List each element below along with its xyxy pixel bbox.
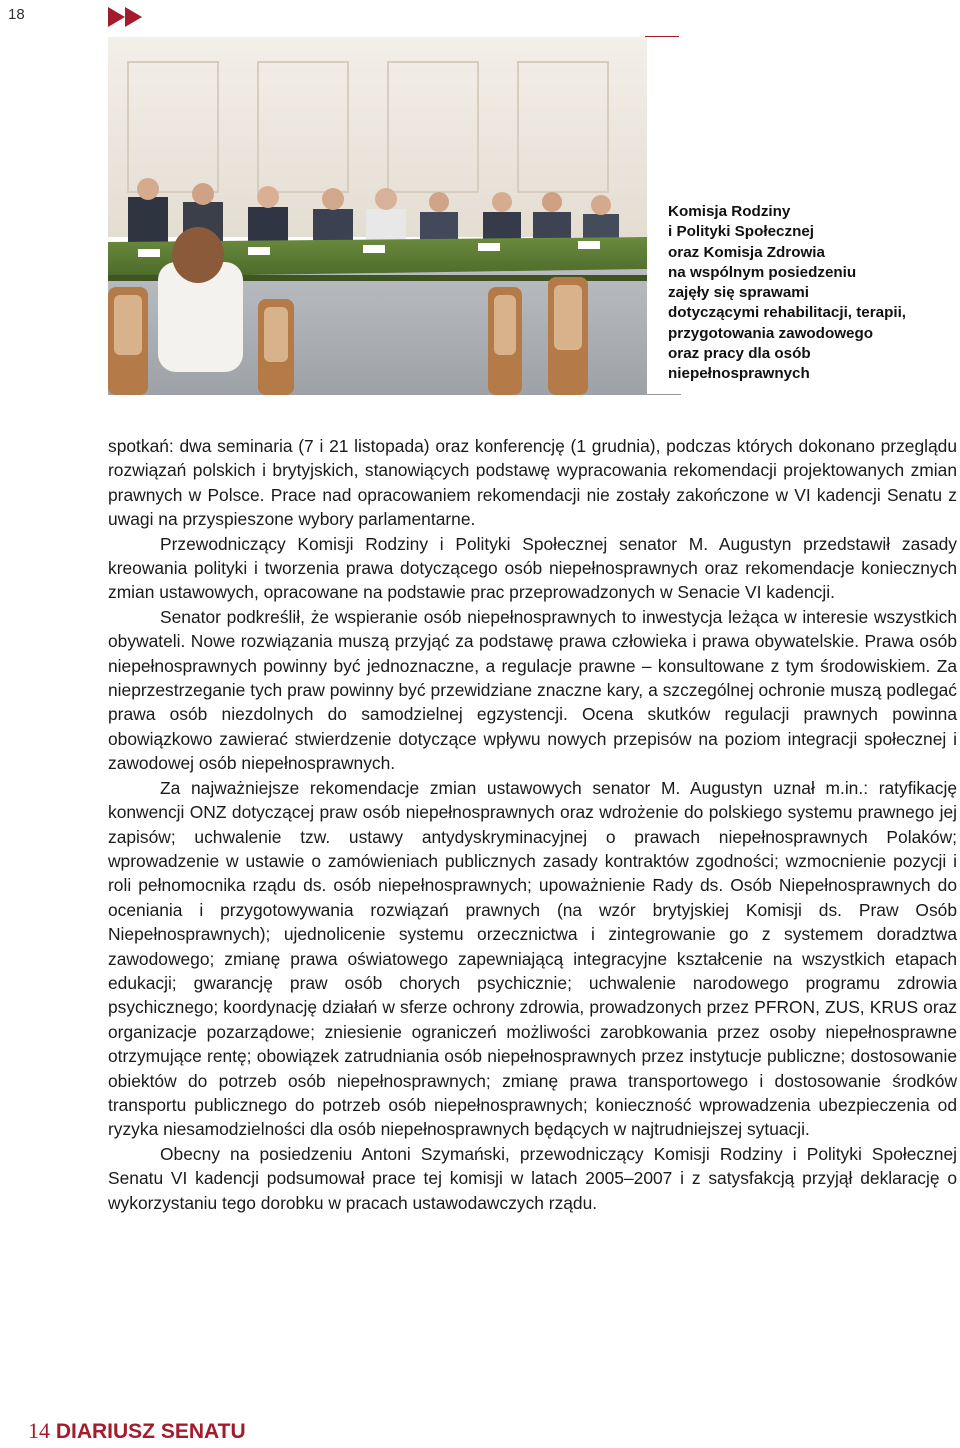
paragraph: Senator podkreślił, że wspieranie osób niepełnosprawnych to inwestycja leżąca w interesie wszystkich obywateli. Nowe rozwiązania muszą przyjąć za podstawę prawa człowieka i prawa obywatelskie. Prawa osób niepełnosprawnych powinny być jednoznaczne, a regulacje prawne – konsultowane z tym środowiskiem. Za nieprzestrzeganie tych praw powinny być przewidziane znaczne kary, a szczególnej ochronie muszą podlegać prawa osób niezdolnych do samodzielnej egzystencji. Ocena skutków regulacji prawnych powinna obowiązkowo zawierać stwierdzenie dotyczące wpływu nowych przepisów na poziom integracji społecznej i zawodowej osób niepełnosprawnych. bbox=[108, 606, 957, 774]
footer-page-number: 14 bbox=[28, 1418, 50, 1443]
caption-line: dotyczącymi rehabilitacji, terapii, bbox=[668, 304, 907, 322]
photo-caption bbox=[668, 202, 953, 385]
committee-meeting-photo bbox=[108, 37, 647, 395]
header-rule bbox=[645, 36, 679, 37]
paragraph: Przewodniczący Komisji Rodziny i Polityki Społecznej senator M. Augustyn przedstawił zasady kreowania polityki i tworzenia prawa dotyczącego osób niepełnosprawnych oraz rekomendacje koniecznych zmian ustawowych, opracowane na podstawie prac przeprowadzonych w Senacie VI kadencji. bbox=[108, 533, 957, 603]
paragraph: Za najważniejsze rekomendacje zmian ustawowych senator M. Augustyn uznał m.in.: ratyfikację konwencji ONZ dotyczącej praw osób niepełnosprawnych oraz wdrożenie do polskiego systemu prawnego jej zapisów; uchwalenie tzw. ustawy antydyskryminacyjnej o prawach niepełnosprawnych Polaków; wprowadzenie w ustawie o zamówieniach publicznych zasady kontraktów zgodności; wzmocnienie pozycji i roli pełnomocnika rządu ds. osób niepełnosprawnych; upoważnienie Rady ds. Osób Niepełnosprawnych do oceniania i przygotowywania rozwiązań prawnych (na wzór brytyjskiej Komisji ds. Praw Osób Niepełnosprawnych); ujednolicenie systemu orzecznictwa i zintegrowanie go z systemem doradztwa zawodowego; zmianę prawa oświatowego zapewniającą integracyjne kształcenie na wszystkich etapach edukacji; gwarancję praw osób chorych psychicznie; uchwalenie narodowego programu zdrowia psychicznego; koordynację działań w sferze ochrony zdrowia, prowadzonych przez PFRON, ZUS, KRUS oraz organizacje pozarządowe; zniesienie ograniczeń możliwości zarobkowania przez osoby niepełnosprawne otrzymujące rentę; obowiązek zatrudniania osób niepełnosprawnych przez instytucje publiczne; dostosowanie obiektów do potrzeb osób niepełnosprawnych; zmianę prawa transportowego i dostosowanie środków transportu publicznego do potrzeb osób niepełnosprawnych; konieczność wprowadzenia ubezpieczenia od ryzyka niesamodzielności dla osób niepełnosprawnych będących w najtrudniejszej sytuacji. bbox=[108, 777, 957, 1140]
article-body bbox=[108, 434, 957, 1215]
caption-line: i Polityki Społecznej bbox=[668, 223, 815, 241]
caption-line: niepełnosprawnych bbox=[668, 365, 810, 383]
footer-brand: DIARIUSZ SENATU bbox=[55, 1420, 246, 1443]
caption-line: Komisja Rodziny bbox=[668, 203, 791, 220]
caption-line: przygotowania zawodowego bbox=[668, 324, 874, 342]
double-arrow-right-icon bbox=[108, 6, 144, 33]
caption-line: oraz Komisja Zdrowia bbox=[668, 243, 825, 261]
paragraph: Obecny na posiedzeniu Antoni Szymański, przewodniczący Komisji Rodziny i Polityki Społecznej Senatu VI kadencji podsumował prace tej komisji w latach 2005–2007 i z satysfakcją przyjął deklarację o wykorzystaniu tego dorobku w pracach ustawodawczych rządu. bbox=[108, 1143, 957, 1213]
page-footer bbox=[28, 1418, 246, 1445]
page-number: 18 bbox=[8, 6, 25, 23]
caption-line: na wspólnym posiedzeniu bbox=[668, 263, 857, 281]
caption-line: oraz pracy dla osób bbox=[668, 345, 811, 363]
paragraph: spotkań: dwa seminaria (7 i 21 listopada) oraz konferencję (1 grudnia), podczas których dokonano przeglądu rozwiązań polskich i brytyjskich, stanowiących podstawę wypracowania rekomendacji projektowanych zmian prawnych w Polsce. Prace nad opracowaniem rekomendacji nie zostały zakończone w VI kadencji Senatu z uwagi na przyspieszone wybory parlamentarne. bbox=[108, 436, 957, 530]
photo-rule bbox=[647, 394, 681, 395]
caption-line: zajęły się sprawami bbox=[668, 284, 809, 302]
